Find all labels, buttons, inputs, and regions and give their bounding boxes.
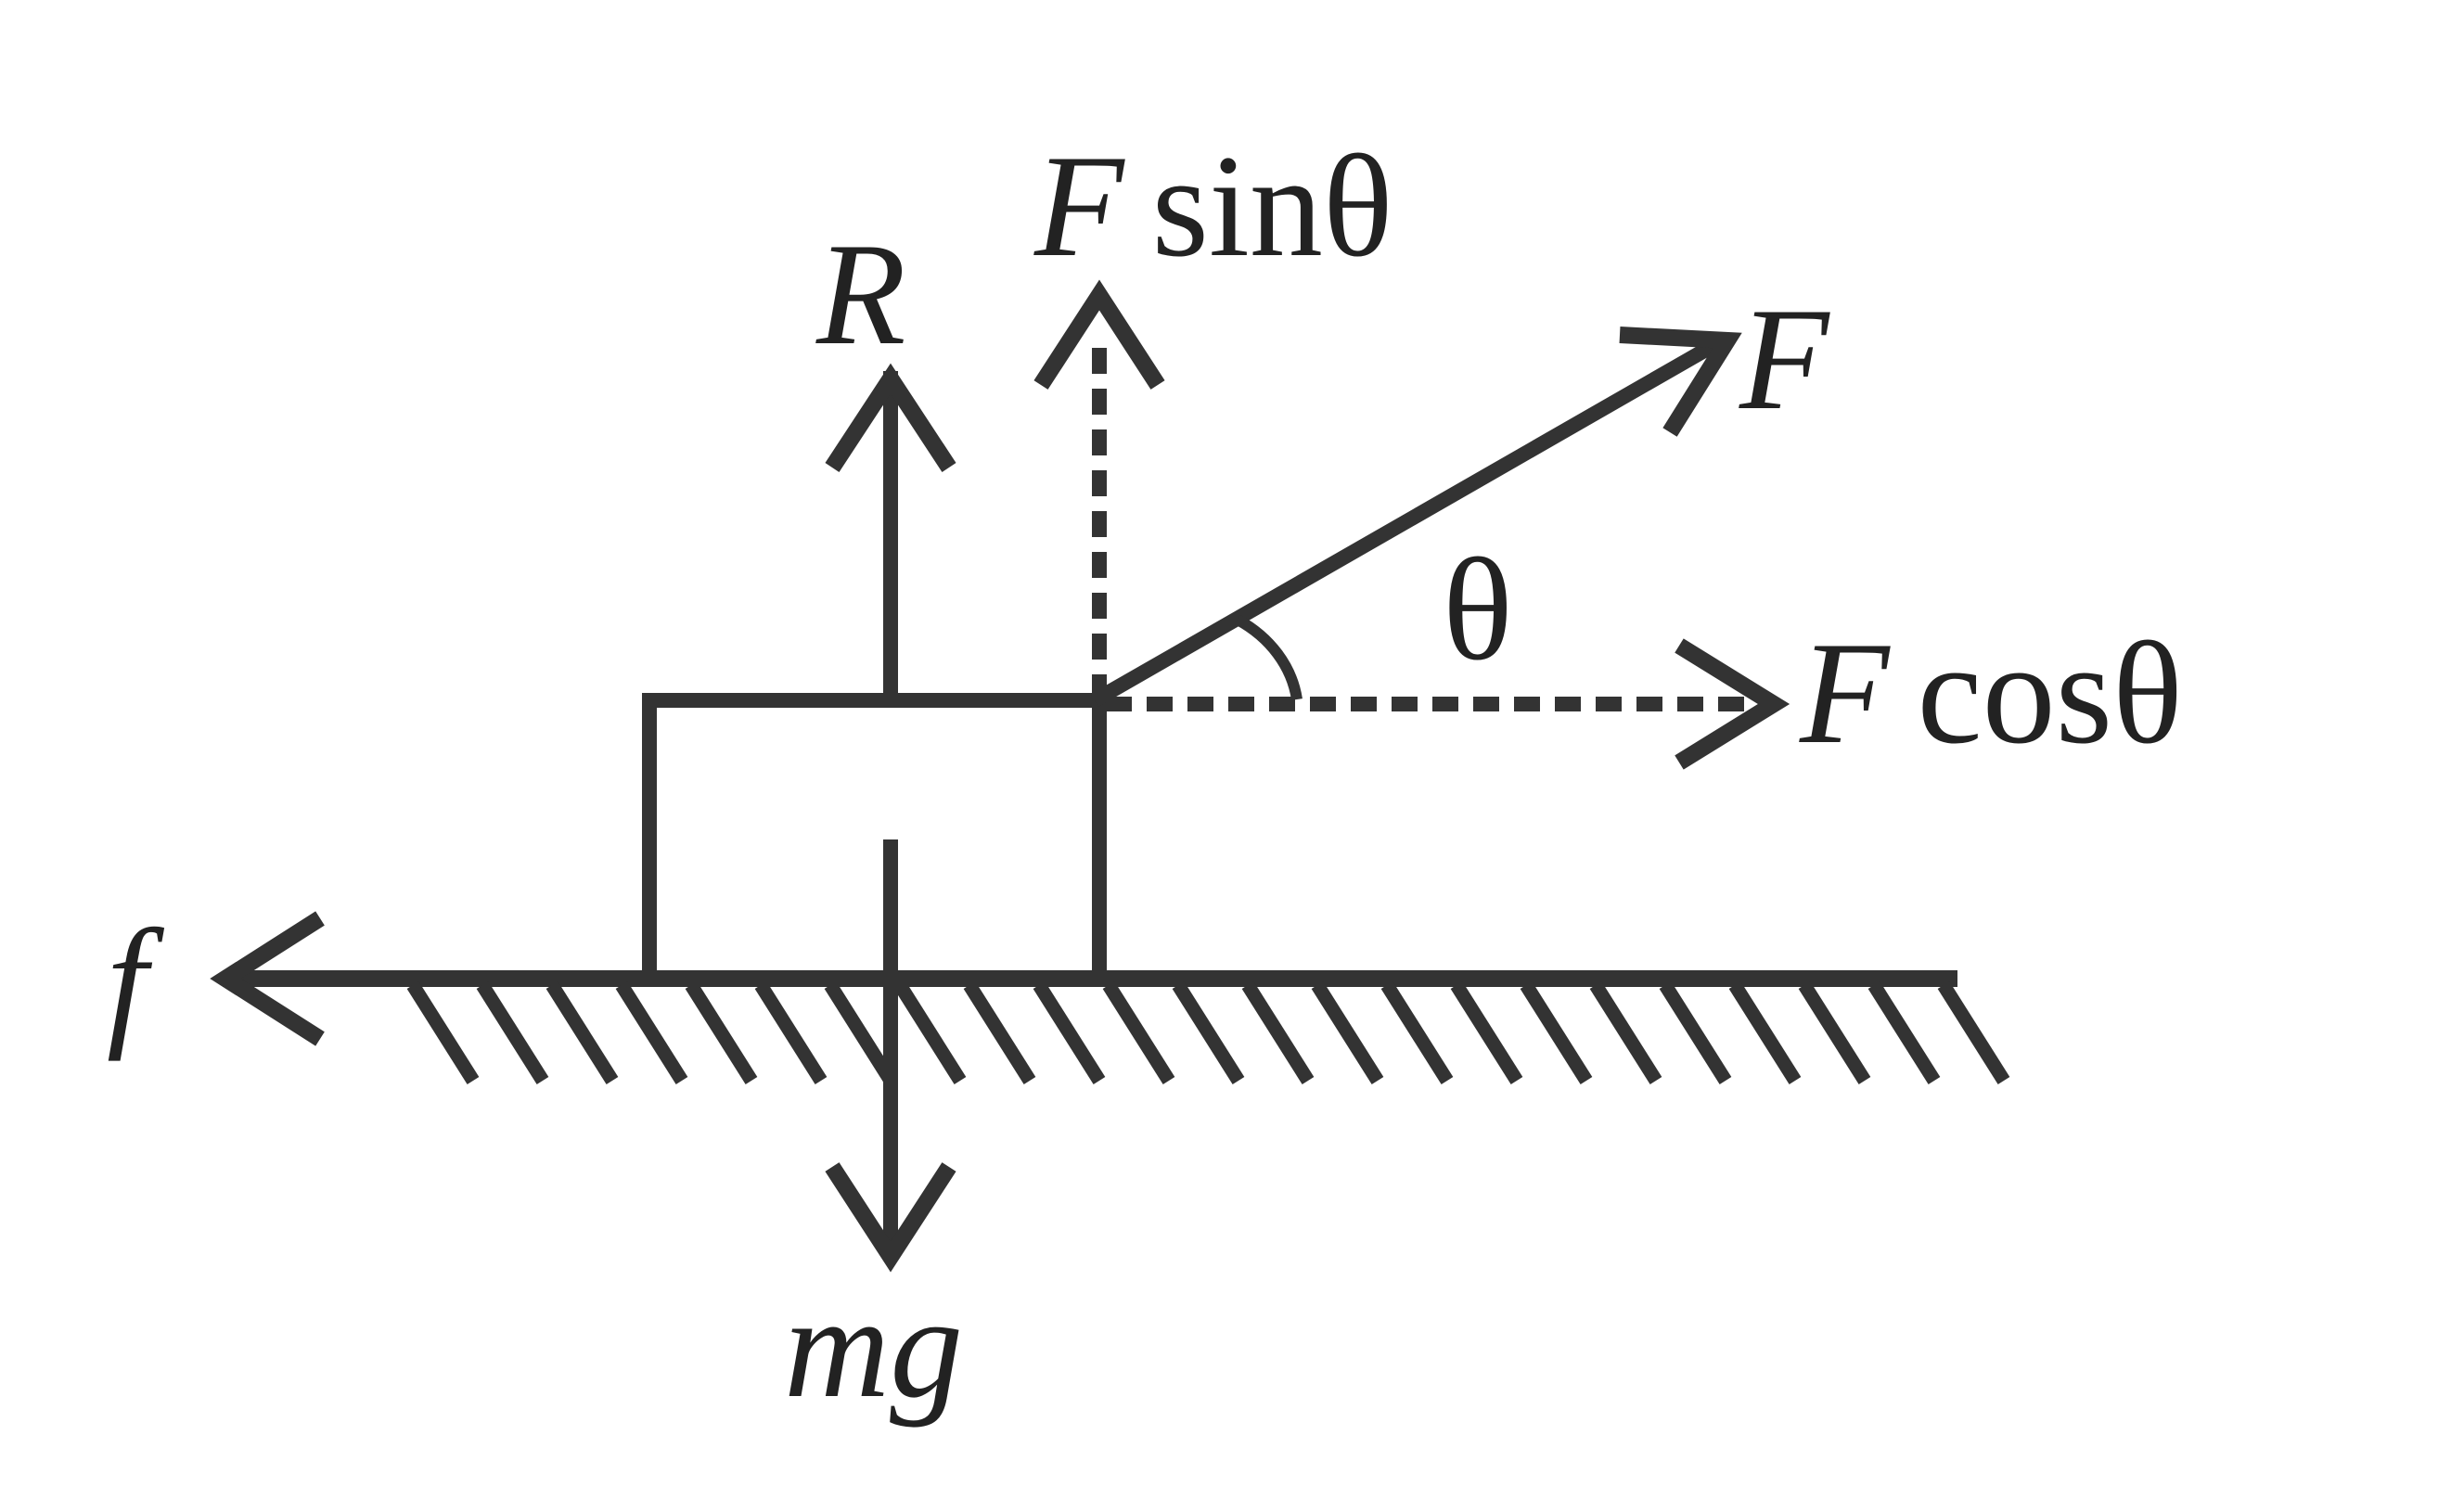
hatch-mark xyxy=(1596,985,1656,1081)
hatch-mark xyxy=(482,985,543,1081)
horizontal-component-arrow xyxy=(1106,646,1774,762)
horizontal-component-symbol: F xyxy=(1800,612,1890,775)
block xyxy=(649,700,1099,979)
hatch-mark xyxy=(1526,985,1586,1081)
applied-force-label: F xyxy=(1739,278,1829,441)
hatch-mark xyxy=(969,985,1030,1081)
angle-arc xyxy=(1238,620,1297,699)
hatch-mark xyxy=(900,985,960,1081)
friction-label: f xyxy=(107,900,148,1062)
hatch-mark xyxy=(1735,985,1795,1081)
vertical-component-label xyxy=(1033,125,1393,288)
hatch-mark xyxy=(1178,985,1238,1081)
hatch-mark xyxy=(1387,985,1447,1081)
hatch-mark xyxy=(1457,985,1517,1081)
vertical-component-arrow xyxy=(1041,295,1158,700)
horizontal-component-label xyxy=(1799,612,2183,775)
hatch-mark xyxy=(1944,985,2004,1081)
hatch-mark xyxy=(1109,985,1169,1081)
normal-force-label: R xyxy=(816,213,906,376)
hatch-mark xyxy=(1874,985,1934,1081)
ground-hatching xyxy=(413,985,2004,1081)
hatch-mark xyxy=(761,985,821,1081)
normal-force-arrow xyxy=(832,371,949,696)
horizontal-component-func: cosθ xyxy=(1917,612,2183,775)
hatch-mark xyxy=(622,985,682,1081)
hatch-mark xyxy=(830,985,891,1081)
hatch-mark xyxy=(1248,985,1308,1081)
hatch-mark xyxy=(1317,985,1378,1081)
hatch-mark xyxy=(552,985,612,1081)
weight-label: mg xyxy=(784,1266,964,1429)
vertical-component-symbol: F xyxy=(1034,125,1124,288)
vertical-component-func: sinθ xyxy=(1151,125,1393,288)
hatch-mark xyxy=(691,985,751,1081)
hatch-mark xyxy=(1804,985,1865,1081)
friction-arrow xyxy=(225,918,408,1039)
hatch-mark xyxy=(1665,985,1726,1081)
hatch-mark xyxy=(1039,985,1099,1081)
applied-force-arrow xyxy=(1095,335,1727,700)
angle-label: θ xyxy=(1443,529,1513,691)
hatch-mark xyxy=(413,985,473,1081)
